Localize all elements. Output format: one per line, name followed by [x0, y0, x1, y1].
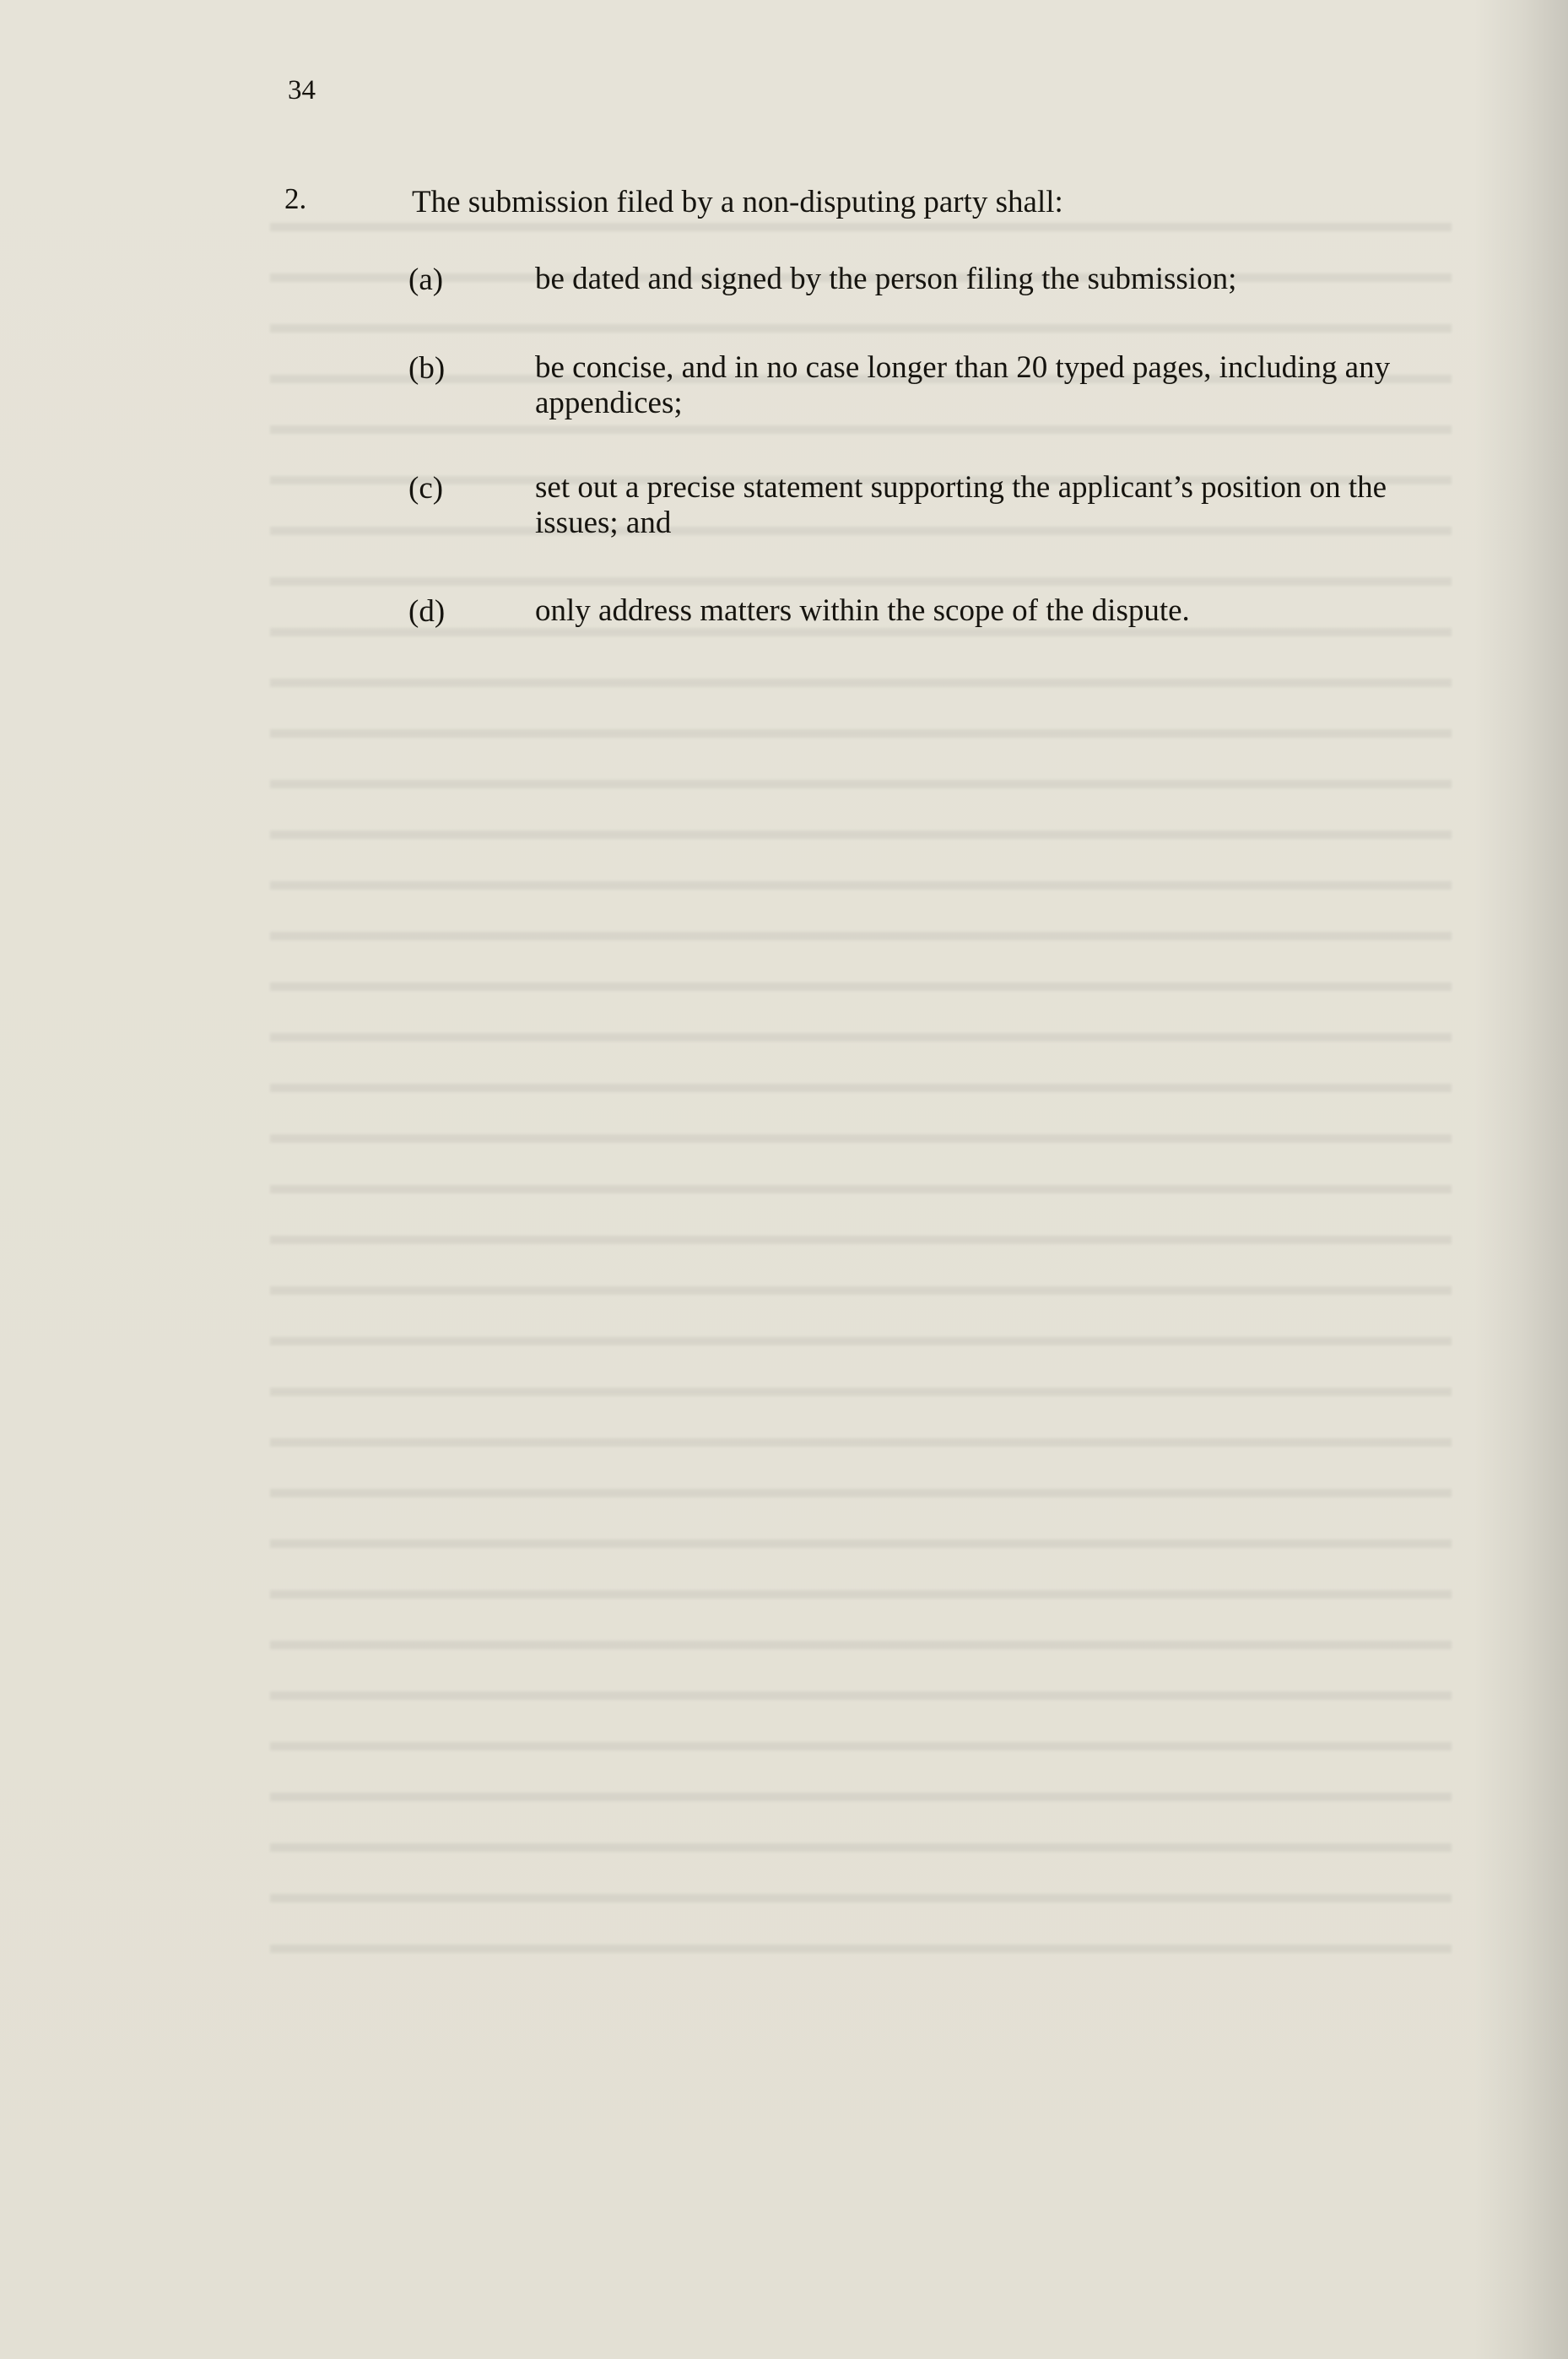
section-number: 2. [284, 182, 307, 215]
list-item-label: (b) [408, 351, 446, 386]
list-item-text: only address matters within the scope of the dispute. [535, 593, 1190, 628]
list-item-label: (d) [408, 594, 446, 629]
list-item-text: set out a precise statement supporting the applicant’s position on the issues; and [535, 470, 1387, 540]
show-through-background [270, 194, 1452, 1967]
page-number: 34 [288, 75, 316, 106]
list-item-label: (a) [408, 262, 444, 297]
list-item-text: be concise, and in no case longer than 20 typed pages, including any appendices; [535, 350, 1391, 420]
list-item-text: be dated and signed by the person filing the submission; [535, 262, 1237, 296]
section-heading: The submission filed by a non-disputing party shall: [412, 185, 1063, 219]
list-item-label: (c) [408, 471, 444, 506]
